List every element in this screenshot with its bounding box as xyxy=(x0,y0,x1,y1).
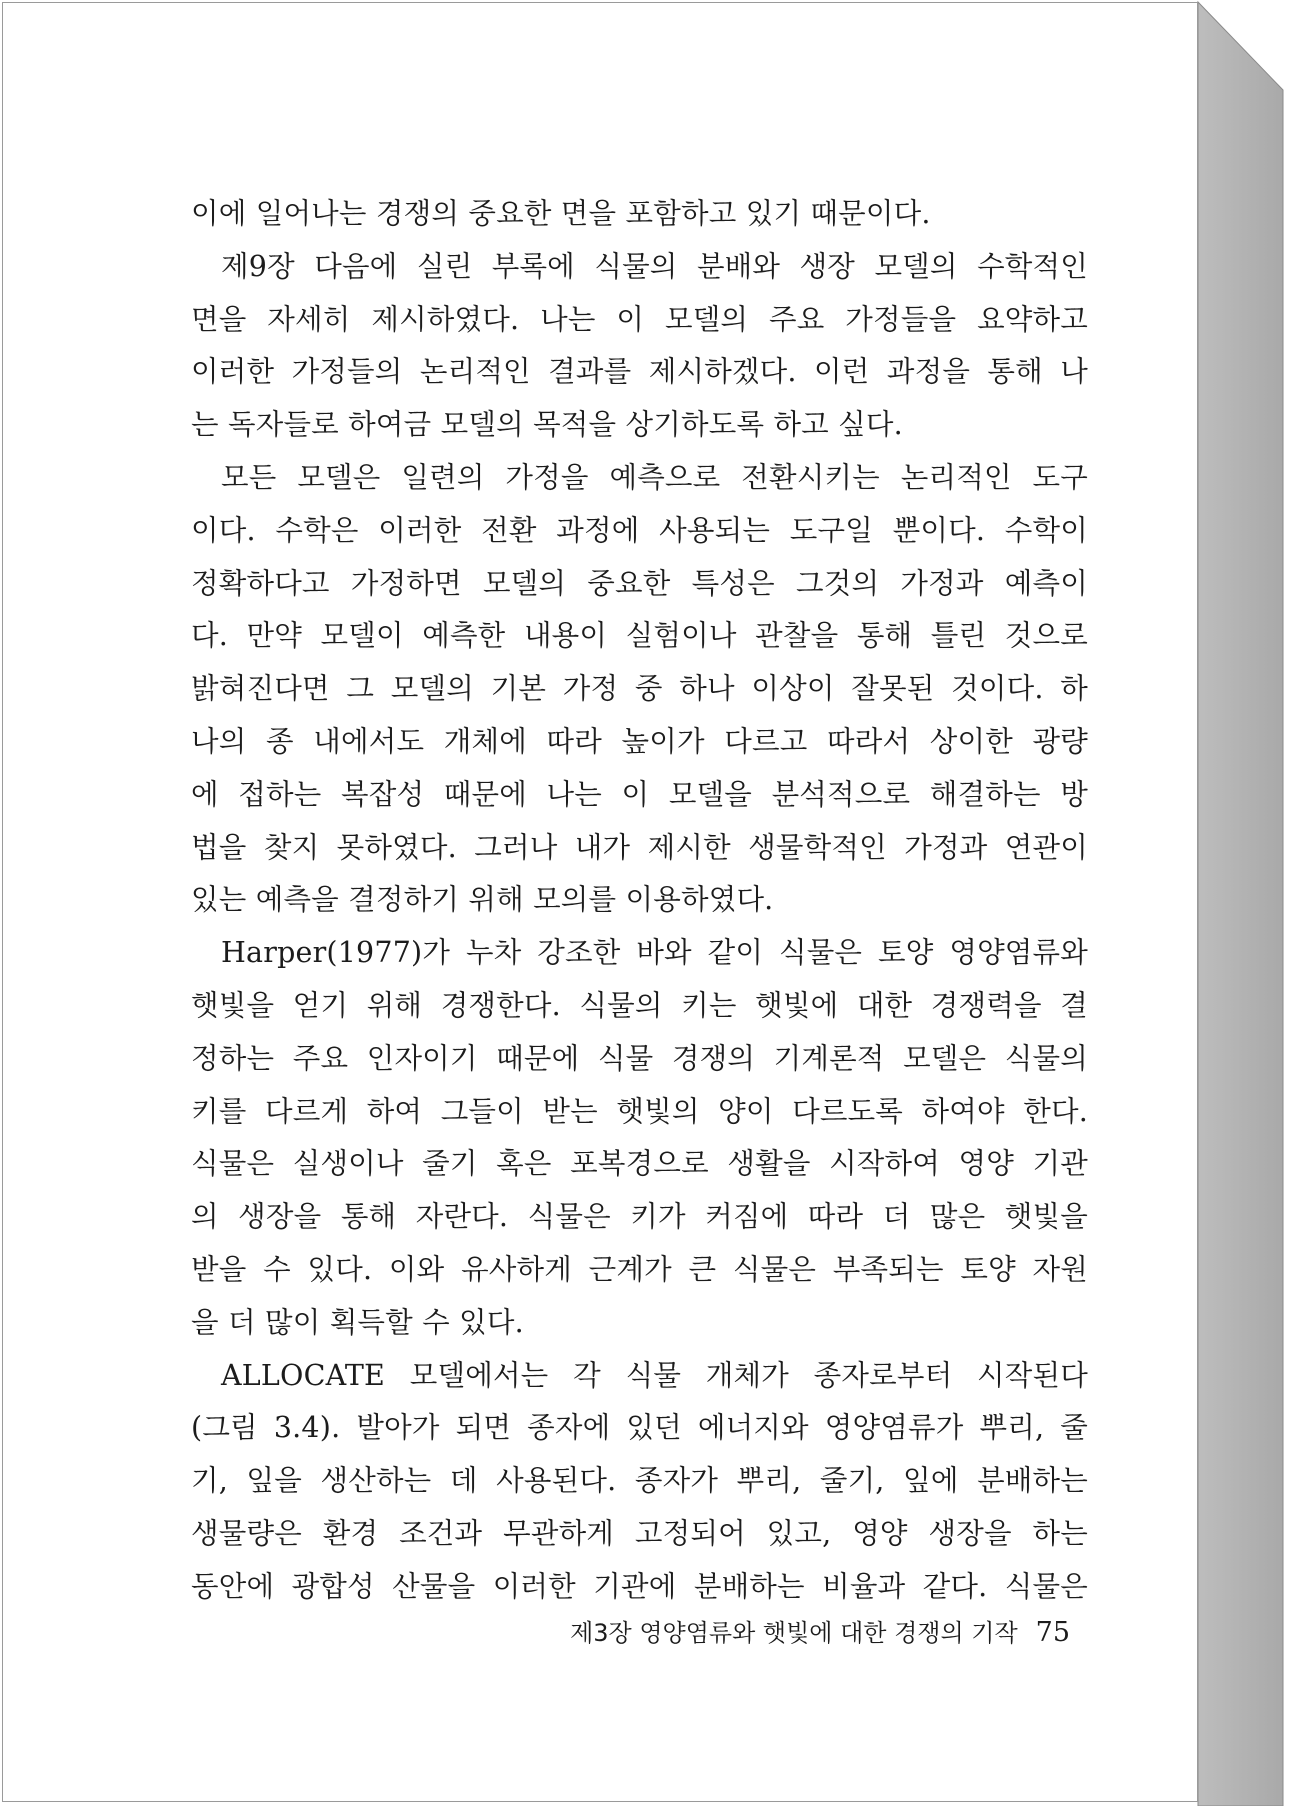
text-line: 을 더 많이 획득할 수 있다. xyxy=(191,1305,524,1339)
running-footer xyxy=(470,1608,1070,1658)
text-line: 의 생장을 통해 자란다. 식물은 키가 커짐에 따라 더 많은 햇빛을 xyxy=(191,1200,1088,1234)
text-line: Harper(1977)가 누차 강조한 바와 같이 식물은 토양 영양염류와 xyxy=(221,936,1088,970)
text-line: 이다. 수학은 이러한 전환 과정에 사용되는 도구일 뿐이다. 수학이 xyxy=(191,513,1088,547)
text-line: 정하는 주요 인자이기 때문에 식물 경쟁의 기계론적 모델은 식물의 xyxy=(191,1041,1088,1075)
text-line: 식물은 실생이나 줄기 혹은 포복경으로 생활을 시작하여 영양 기관 xyxy=(191,1147,1088,1181)
text-line: 생물량은 환경 조건과 무관하게 고정되어 있고, 영양 생장을 하는 xyxy=(191,1516,1088,1550)
text-line: 이에 일어나는 경쟁의 중요한 면을 포함하고 있기 때문이다. xyxy=(191,197,931,230)
text-line: 나의 종 내에서도 개체에 따라 높이가 다르고 따라서 상이한 광량 xyxy=(191,724,1088,758)
text-line: 법을 찾지 못하였다. 그러나 내가 제시한 생물학적인 가정과 연관이 xyxy=(191,830,1088,864)
text-line: 있는 예측을 결정하기 위해 모의를 이용하였다. xyxy=(191,883,774,917)
text-line: 다. 만약 모델이 예측한 내용이 실험이나 관찰을 통해 틀린 것으로 xyxy=(191,619,1088,653)
text-line: 는 독자들로 하여금 모델의 목적을 상기하도록 하고 싶다. xyxy=(191,408,903,442)
text-line: 면을 자세히 제시하였다. 나는 이 모델의 주요 가정들을 요약하고 xyxy=(191,302,1088,336)
text-line: (그림 3.4). 발아가 되면 종자에 있던 에너지와 영양염류가 뿌리, 줄 xyxy=(191,1411,1088,1445)
text-line: 정확하다고 가정하면 모델의 중요한 특성은 그것의 가정과 예측이 xyxy=(191,566,1088,600)
text-line: ALLOCATE 모델에서는 각 식물 개체가 종자로부터 시작된다 xyxy=(221,1358,1088,1392)
running-title: 제3장 영양염류와 햇빛에 대한 경쟁의 기작 xyxy=(570,1619,1018,1647)
text-line: 모든 모델은 일련의 가정을 예측으로 전환시키는 논리적인 도구 xyxy=(221,460,1088,494)
text-line: 밝혀진다면 그 모델의 기본 가정 중 하나 이상이 잘못된 것이다. 하 xyxy=(191,672,1088,706)
text-line: 기, 잎을 생산하는 데 사용된다. 종자가 뿌리, 줄기, 잎에 분배하는 xyxy=(191,1464,1088,1498)
body-text xyxy=(191,188,1088,1614)
text-line: 에 접하는 복잡성 때문에 나는 이 모델을 분석적으로 해결하는 방 xyxy=(191,777,1088,811)
text-line: 이러한 가정들의 논리적인 결과를 제시하겠다. 이런 과정을 통해 나 xyxy=(191,355,1088,389)
text-line: 제9장 다음에 실린 부록에 식물의 분배와 생장 모델의 수학적인 xyxy=(221,249,1088,283)
text-line: 햇빛을 얻기 위해 경쟁한다. 식물의 키는 햇빛에 대한 경쟁력을 결 xyxy=(191,988,1088,1022)
text-line: 동안에 광합성 산물을 이러한 기관에 분배하는 비율과 같다. 식물은 xyxy=(191,1569,1088,1603)
text-line: 키를 다르게 하여 그들이 받는 햇빛의 양이 다르도록 하여야 한다. xyxy=(191,1094,1088,1128)
page-number: 75 xyxy=(1035,1617,1070,1648)
text-line: 받을 수 있다. 이와 유사하게 근계가 큰 식물은 부족되는 토양 자원 xyxy=(191,1252,1088,1286)
